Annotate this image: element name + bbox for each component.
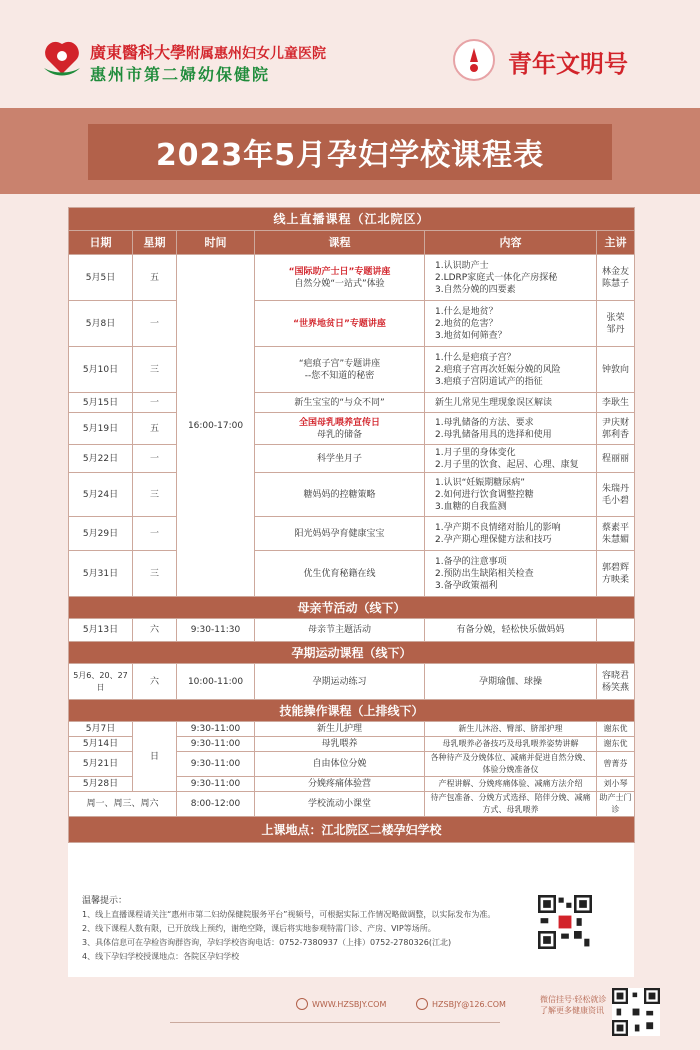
exercise-section-header: 孕期运动课程（线下） (69, 642, 635, 664)
tips-box (68, 885, 634, 977)
title-box (88, 124, 612, 180)
content-cell (425, 413, 597, 445)
date-cell: 5月10日 (69, 347, 133, 393)
course-cell (255, 413, 425, 445)
content-line: 1.孕产期不良情绪对胎儿的影响 (435, 522, 561, 533)
lecturer-name: 李耿生 (602, 397, 630, 408)
lecturer-cell (597, 517, 635, 551)
course-cell (255, 445, 425, 473)
content-line: 3.备孕政策福利 (435, 580, 498, 591)
content-cell (425, 301, 597, 347)
location-row: 上课地点：江北院区二楼孕妇学校 (69, 817, 635, 843)
course-cell (255, 347, 425, 393)
lecturer-cell (597, 393, 635, 413)
course-cell: 自由体位分娩 (255, 752, 425, 777)
mail-icon (416, 998, 428, 1010)
web-icon (296, 998, 308, 1010)
content-cell (425, 445, 597, 473)
content-line: 1.什么是疤痕子宫？ (435, 352, 516, 363)
slogan-2: 了解更多健康资讯 (540, 1006, 604, 1015)
lecturer-name: 钟敦向 (602, 364, 630, 375)
lecturer-cell (597, 445, 635, 473)
page-title: 2023年5月孕妇学校课程表 (155, 138, 545, 173)
wechat-qr-code-icon[interactable] (612, 988, 660, 1036)
footer-divider (170, 1022, 500, 1023)
content-line: 3.疤痕子宫阴道试产的指征 (435, 376, 543, 387)
table-row (69, 347, 635, 393)
schedule-panel (68, 207, 634, 977)
date-cell: 5月29日 (69, 517, 133, 551)
course-highlight: “国际助产士日”专题讲座 (288, 266, 391, 277)
weekday-cell: 五 (133, 255, 177, 301)
lecturer-cell (597, 301, 635, 347)
content-line: 1.什么是地贫？ (435, 306, 498, 317)
table-row (69, 301, 635, 347)
date-cell: 5月14日 (69, 737, 133, 752)
content-line: 2.LDRP家庭式一体化产房探秘 (435, 272, 558, 283)
date-cell: 5月5日 (69, 255, 133, 301)
qr-code-icon[interactable] (538, 895, 592, 949)
schedule-table (68, 207, 635, 843)
content-line: 3.地贫如何筛查？ (435, 330, 507, 341)
content-cell (425, 255, 597, 301)
course-cell (255, 551, 425, 597)
course-cell (255, 393, 425, 413)
date-cell: 5月22日 (69, 445, 133, 473)
lecturer-cell: 谢东优 (597, 737, 635, 752)
youth-brand: 青年文明号 (508, 49, 628, 78)
lecturer-cell (597, 255, 635, 301)
youth-badge-icon (452, 38, 496, 82)
lecturer-name: 方映柔 (602, 574, 630, 585)
date-cell: 5月7日 (69, 722, 133, 737)
course-cell (255, 301, 425, 347)
weekday-cell: 一 (133, 517, 177, 551)
table-row (69, 722, 635, 737)
hospital-name-2: 惠州市第二婦幼保健院 (90, 65, 271, 84)
header (0, 0, 700, 98)
table-row (69, 413, 635, 445)
content-line: 1.母乳储备的方法、要求 (435, 417, 534, 428)
lecturer-name: 朱瑞丹 (602, 483, 630, 494)
tip-item: 1、线上直播课程请关注“惠州市第二妇幼保健院服务平台”视频号，可根据实际工作情况略做调整，以实际发布为准。 (82, 910, 496, 919)
course-name: 自然分娩“一站式”体验 (294, 278, 385, 289)
content-cell: 母乳喂养必备技巧及母乳喂养姿势讲解 (425, 737, 597, 752)
weekday-cell: 三 (133, 473, 177, 517)
email-link[interactable]: HZSBJY@126.COM (432, 1000, 506, 1009)
lecturer-name: 张荣 (606, 312, 625, 323)
hospital-logo-icon (40, 38, 84, 82)
hospital-name-1: 廣東醫科大學附属惠州妇女儿童医院 (90, 43, 327, 62)
lecturer-name: 邹丹 (606, 324, 625, 335)
content-line: 1.认识“妊娠期糖尿病” (435, 477, 525, 488)
tip-item: 3、具体信息可在孕检咨询群咨询，孕妇学校咨询电话：0752-7380937（上排）0752-2780326(江北) (82, 938, 452, 947)
lecturer-cell (597, 347, 635, 393)
course-name: 科学坐月子 (316, 453, 362, 464)
content-cell: 新生儿沐浴、臀部、脐部护理 (425, 722, 597, 737)
lecturer-cell (597, 413, 635, 445)
weekday-cell: 三 (133, 347, 177, 393)
time-cell: 16:00-17:00 (177, 255, 255, 597)
lecturer-cell: 刘小琴 (597, 777, 635, 792)
time-cell: 9:30-11:00 (177, 722, 255, 737)
date-cell: 5月31日 (69, 551, 133, 597)
content-cell (425, 517, 597, 551)
course-cell (255, 517, 425, 551)
content-line: 3.自然分娩的四要素 (435, 284, 516, 295)
lecturer-cell (597, 551, 635, 597)
table-row (69, 255, 635, 301)
tip-item: 2、线下课程人数有限，已开放线上预约，谢绝空降，课后将实地参观特需门诊、产房、VIP等场所。 (82, 924, 436, 933)
course-subtitle: --您不知道的秘密 (304, 370, 375, 381)
weekday-cell: 五 (133, 413, 177, 445)
content-line: 2.月子里的饮食、起居、心理、康复 (435, 459, 579, 470)
online-section-header: 线上直播课程（江北院区） (69, 208, 635, 231)
content-cell (425, 473, 597, 517)
time-cell: 9:30-11:00 (177, 737, 255, 752)
content-line: 2.孕产期心理保健方法和技巧 (435, 534, 552, 545)
course-name: 新生宝宝的“与众不同” (294, 397, 385, 408)
table-row: 5月13日 六 9:30-11:30 母亲节主题活动 有备分娩，轻松快乐做妈妈 (69, 619, 635, 642)
lecturer-name: 蔡素平 (602, 522, 630, 533)
date-cell: 5月19日 (69, 413, 133, 445)
course-name: 优生优育秘籍在线 (303, 568, 376, 579)
weekday-cell: 日 (133, 722, 177, 792)
content-line: 新生儿常见生理现象误区解读 (435, 397, 553, 408)
tip-item: 4、线下孕妇学校授课地点：各院区孕妇学校 (82, 952, 240, 961)
content-cell (425, 393, 597, 413)
mothers-day-section-header: 母亲节活动（线下） (69, 597, 635, 619)
weekday-cell: 三 (133, 551, 177, 597)
table-header: 日期 星期 时间 课程 内容 主讲 (69, 231, 635, 255)
table-row (69, 473, 635, 517)
table-row: 5月6、20、27日 六 10:00-11:00 孕期运动练习 孕期瑜伽、球操 容晓君 杨笑燕 (69, 664, 635, 700)
weekday-cell: 一 (133, 445, 177, 473)
table-row (69, 445, 635, 473)
course-cell: 母乳喂养 (255, 737, 425, 752)
content-line: 2.地贫的危害？ (435, 318, 498, 329)
course-cell (255, 473, 425, 517)
content-cell (425, 347, 597, 393)
date-cell: 5月28日 (69, 777, 133, 792)
lecturer-name: 尹庆财 (602, 417, 630, 428)
date-cell: 5月15日 (69, 393, 133, 413)
slogan-1: 微信挂号·轻松就诊 (540, 995, 607, 1004)
content-line: 1.月子里的身体变化 (435, 447, 516, 458)
lecturer-name: 毛小碧 (602, 495, 630, 506)
content-line: 2.母乳储备用具的选择和使用 (435, 429, 552, 440)
lecturer-cell: 谢东优 (597, 722, 635, 737)
table-row (69, 551, 635, 597)
weekday-cell: 一 (133, 393, 177, 413)
course-name: “疤痕子宫”专题讲座 (298, 358, 381, 369)
lecturer-name: 朱慧媚 (602, 534, 630, 545)
date-cell: 5月24日 (69, 473, 133, 517)
course-name: 母乳的储备 (316, 429, 362, 440)
lecturer-name: 陈慧子 (602, 278, 630, 289)
lecturer-name: 程丽丽 (602, 453, 630, 464)
course-cell: 分娩疼痛体验营 (255, 777, 425, 792)
content-line: 2.疤痕子宫再次妊娠分娩的风险 (435, 364, 561, 375)
content-cell: 产程讲解、分娩疼痛体验、减痛方法介绍 (425, 777, 597, 792)
date-cell: 5月21日 (69, 752, 133, 777)
course-name: 糖妈妈的控糖策略 (303, 489, 376, 500)
lecturer-cell (597, 473, 635, 517)
weekday-cell: 一 (133, 301, 177, 347)
content-cell: 各种待产及分娩体位、减痛并促进自然分娩、体验分娩准备仪 (425, 752, 597, 777)
tips-title: 温馨提示： (82, 896, 128, 906)
content-line: 1.备孕的注意事项 (435, 556, 507, 567)
content-line: 2.预防出生缺陷相关检查 (435, 568, 534, 579)
lecturer-name: 郭利香 (602, 429, 630, 440)
website-link[interactable]: WWW.HZSBJY.COM (312, 1000, 387, 1009)
lecturer-name: 林金友 (602, 266, 630, 277)
lecturer-name: 郭碧辉 (602, 562, 630, 573)
table-row: 周一、周三、周六 8:00-12:00 学校流动小课堂 待产包准备、分娩方式选择、陪伴分娩、减痛方式、母乳喂养 助产士门诊 (69, 792, 635, 817)
content-cell (425, 551, 597, 597)
table-row (69, 517, 635, 551)
course-highlight: “世界地贫日”专题讲座 (293, 318, 386, 329)
content-line: 3.血糖的自我监测 (435, 501, 507, 512)
lecturer-cell: 曾菁芬 (597, 752, 635, 777)
course-cell: 新生儿护理 (255, 722, 425, 737)
time-cell: 9:30-11:00 (177, 777, 255, 792)
date-cell: 5月8日 (69, 301, 133, 347)
course-highlight: 全国母乳喂养宣传日 (298, 417, 380, 428)
content-line: 1.认识助产士 (435, 260, 489, 271)
table-row (69, 393, 635, 413)
course-cell (255, 255, 425, 301)
time-cell: 9:30-11:00 (177, 752, 255, 777)
skills-section-header: 技能操作课程（上排线下） (69, 700, 635, 722)
course-name: 阳光妈妈孕育健康宝宝 (294, 528, 385, 539)
content-line: 2.如何进行饮食调整控糖 (435, 489, 534, 500)
